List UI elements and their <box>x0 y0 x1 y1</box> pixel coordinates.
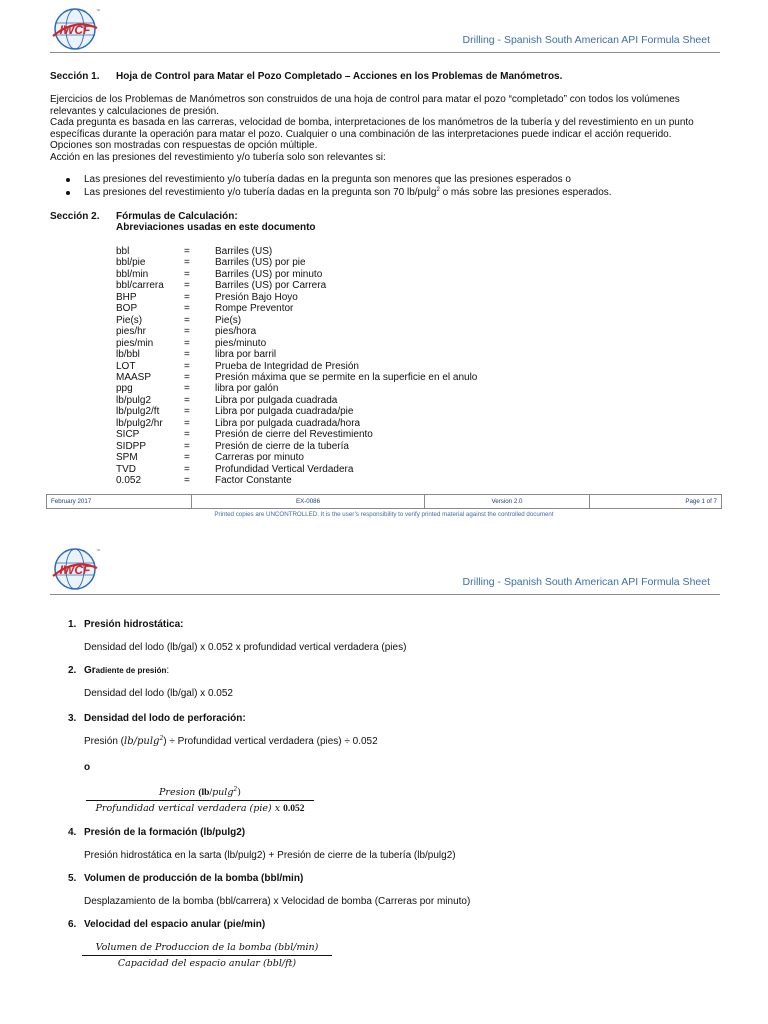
formula-1-body: Densidad del lodo (lb/gal) x 0.052 x profundidad vertical verdadera (pies) <box>84 642 407 653</box>
fraction-numerator: Presion (lb/pulg$^2$) <box>159 786 241 798</box>
abbreviation-term: SICP <box>116 429 140 441</box>
abbreviation-row <box>116 326 477 337</box>
bullet-item: Las presiones del revestimiento y/o tubería dadas en la pregunta son 70 lb/pulg$^2$ o más sobre las presiones esperados. <box>66 187 726 200</box>
formula-3-or: o <box>84 762 91 773</box>
abbreviation-row <box>116 361 477 372</box>
formula-6-title: 6. Velocidad del espacio anular (pie/min) <box>68 919 266 930</box>
abbreviation-term: bbl/min <box>116 268 149 280</box>
equals-sign: = <box>184 257 190 269</box>
abbreviation-definition: Factor Constante <box>215 475 292 487</box>
equals-sign: = <box>184 349 190 361</box>
formula-5-body: Desplazamiento de la bomba (bbl/carrera) x Velocidad de bomba (Carreras por minuto) <box>84 896 471 907</box>
abbreviation-definition: Presión de cierre del Revestimiento <box>215 429 373 441</box>
section-1-bullets <box>66 174 726 199</box>
abbreviation-row <box>116 269 477 280</box>
abbreviation-definition: pies/hora <box>215 326 257 338</box>
abbreviation-row <box>116 418 477 429</box>
abbreviation-term: Pie(s) <box>116 314 143 326</box>
paragraph-line: específicas durante la operación para matar el pozo. Cualquier o una combinación de las interpretaciones puede indicar el acción requerido. <box>50 128 672 140</box>
abbreviation-row <box>116 406 477 417</box>
fraction-denominator: Profundidad vertical verdadera (pie) x 0.052 <box>95 803 305 814</box>
abbreviation-definition: Libra por pulgada cuadrada/hora <box>215 417 361 429</box>
abbreviation-definition: Barriles (US) <box>215 246 273 257</box>
abbreviation-definition: Prueba de Integridad de Presión <box>215 360 359 372</box>
abbreviation-row <box>116 303 477 314</box>
abbreviation-term: bbl/pie <box>116 257 146 269</box>
paragraph-line: Cada pregunta es basada en las carreras, velocidad de bomba, interpretaciones de los manómetros de la tubería y del revestimiento en un punto <box>50 117 694 129</box>
abbreviation-row <box>116 246 477 257</box>
paragraph-line: Opciones son mostradas con respuestas de opción múltiple. <box>50 140 318 152</box>
paragraph-line: Ejercicios de los Problemas de Manómetros son construidos de una hoja de control para matar el pozo “completado” con todos los volúmenes <box>50 94 680 105</box>
fraction-bar <box>82 955 332 956</box>
abbreviation-row <box>116 452 477 463</box>
bullet-dot-icon <box>66 178 70 182</box>
header-divider <box>50 594 720 595</box>
equals-sign: = <box>184 303 190 315</box>
footer-page: Page 1 of 7 <box>685 498 717 505</box>
abbreviation-term: bbl/carrera <box>116 280 164 292</box>
equals-sign: = <box>184 314 190 326</box>
paragraph-line: Acción en las presiones del revestimiento y/o tubería solo son relevantes si: <box>50 151 386 163</box>
abbreviation-row <box>116 475 477 486</box>
abbreviation-definition: Rompe Preventor <box>215 303 294 315</box>
equals-sign: = <box>184 463 190 475</box>
formula-4-body: Presión hidrostática en la sarta (lb/pulg2) + Presión de cierre de la tubería (lb/pulg2) <box>84 850 456 861</box>
svg-text:IWCF: IWCF <box>59 563 91 577</box>
paragraph-line: relevantes y calculaciones de presión. <box>50 105 219 117</box>
formula-6-fraction <box>82 942 332 969</box>
abbreviation-definition: Profundidad Vertical Verdadera <box>215 463 354 475</box>
section-2-subtitle: Abreviaciones usadas en este documento <box>116 222 316 233</box>
abbreviation-term: bbl <box>116 246 130 257</box>
page-footer <box>46 494 722 509</box>
formula-1-title: 1. Presión hidrostática: <box>68 619 184 630</box>
abbreviation-definition: Presión máxima que se permite en la superficie en el anulo <box>215 371 478 383</box>
abbreviation-row <box>116 441 477 452</box>
abbreviation-row <box>116 338 477 349</box>
abbreviation-term: SIDPP <box>116 440 147 452</box>
iwcf-logo <box>50 6 100 56</box>
abbreviation-term: ppg <box>116 383 133 395</box>
footer-date: February 2017 <box>47 495 192 508</box>
fraction-denominator: Capacidad del espacio anular (bbl/ft) <box>117 958 297 969</box>
equals-sign: = <box>184 440 190 452</box>
abbreviation-term: lb/pulg2/hr <box>116 417 163 429</box>
abbreviation-term: MAASP <box>116 371 152 383</box>
footer-version: Version 2.0 <box>425 495 590 508</box>
equals-sign: = <box>184 326 190 338</box>
abbreviation-row <box>116 292 477 303</box>
abbreviation-definition: Presión de cierre de la tubería <box>215 440 349 452</box>
section-1-heading <box>50 71 562 82</box>
formula-3-title: 3. Densidad del lodo de perforación: <box>68 713 246 724</box>
formula-4-title: 4. Presión de la formación (lb/pulg2) <box>68 827 246 838</box>
abbreviation-definition: pies/minuto <box>215 337 267 349</box>
abbreviation-row <box>116 395 477 406</box>
footer-note: Printed copies are UNCONTROLLED. It is the user’s responsibility to verify printed material against the controlled document <box>214 511 554 518</box>
equals-sign: = <box>184 360 190 372</box>
abbreviation-row <box>116 383 477 394</box>
abbreviation-row <box>116 315 477 326</box>
document-title: Drilling - Spanish South American API Formula Sheet <box>462 576 710 588</box>
abbreviation-definition: libra por barril <box>215 349 277 361</box>
abbreviation-term: SPM <box>116 452 138 464</box>
equals-sign: = <box>184 406 190 418</box>
formula-3-fraction <box>86 787 314 814</box>
equals-sign: = <box>184 268 190 280</box>
abbreviation-definition: Presión Bajo Hoyo <box>215 291 298 303</box>
equals-sign: = <box>184 429 190 441</box>
equals-sign: = <box>184 475 190 487</box>
page-two <box>0 540 768 1024</box>
equals-sign: = <box>184 337 190 349</box>
abbreviation-term: BHP <box>116 291 137 303</box>
abbreviation-row <box>116 464 477 475</box>
document-title: Drilling - Spanish South American API Formula Sheet <box>462 34 710 46</box>
svg-text:™: ™ <box>96 8 100 13</box>
equals-sign: = <box>184 280 190 292</box>
abbreviation-term: LOT <box>116 360 136 372</box>
equals-sign: = <box>184 394 190 406</box>
formula-2-title: 2. Gradiente de presión: <box>68 665 170 676</box>
iwcf-logo <box>50 546 100 596</box>
abbreviation-definition: Libra por pulgada cuadrada <box>215 394 338 406</box>
abbreviation-definition: libra por galón <box>215 383 279 395</box>
equals-sign: = <box>184 291 190 303</box>
abbreviation-row <box>116 349 477 360</box>
abbreviation-term: lb/pulg2 <box>116 394 152 406</box>
fraction-numerator: Volumen de Produccion de la bomba (bbl/min) <box>95 942 319 953</box>
section-1-paragraph <box>50 94 720 164</box>
footer-code: EX-0086 <box>192 495 425 508</box>
fraction-bar <box>86 800 314 801</box>
section-2-number: Sección 2. <box>50 211 100 222</box>
abbreviation-row <box>116 257 477 268</box>
abbreviation-definition: Barriles (US) por minuto <box>215 268 323 280</box>
equals-sign: = <box>184 371 190 383</box>
abbreviation-term: pies/hr <box>116 326 147 338</box>
abbreviation-term: BOP <box>116 303 138 315</box>
formula-5-title: 5. Volumen de producción de la bomba (bbl/min) <box>68 873 304 884</box>
abbreviation-row <box>116 280 477 291</box>
header-divider <box>50 52 720 53</box>
abbreviation-term: pies/min <box>116 337 154 349</box>
bullet-item: Las presiones del revestimiento y/o tubería dadas en la pregunta son menores que las presiones esperados o <box>66 174 726 187</box>
section-1-number: Sección 1. <box>50 71 100 82</box>
abbreviation-term: lb/pulg2/ft <box>116 406 160 418</box>
section-2-heading <box>50 211 238 222</box>
equals-sign: = <box>184 383 190 395</box>
section-1-title: Hoja de Control para Matar el Pozo Completado – Acciones en los Problemas de Manómetros. <box>116 71 563 82</box>
abbreviation-term: 0.052 <box>116 475 142 487</box>
abbreviation-definition: Pie(s) <box>215 314 242 326</box>
abbreviation-term: TVD <box>116 463 136 475</box>
abbreviations-table <box>116 246 477 487</box>
svg-text:™: ™ <box>96 548 100 553</box>
abbreviation-definition: Libra por pulgada cuadrada/pie <box>215 406 354 418</box>
abbreviation-row <box>116 372 477 383</box>
equals-sign: = <box>184 452 190 464</box>
equals-sign: = <box>184 417 190 429</box>
bullet-dot-icon <box>66 191 70 195</box>
formula-2-body: Densidad del lodo (lb/gal) x 0.052 <box>84 688 233 699</box>
abbreviation-row <box>116 429 477 440</box>
abbreviation-definition: Barriles (US) por pie <box>215 257 306 269</box>
abbreviation-term: lb/bbl <box>116 349 140 361</box>
abbreviation-definition: Carreras por minuto <box>215 452 304 464</box>
equals-sign: = <box>184 246 190 257</box>
formula-3-body: Presión (lb/pulg$^2$) ÷ Profundidad vertical verdadera (pies) ÷ 0.052 <box>84 735 378 747</box>
svg-text:IWCF: IWCF <box>59 23 91 37</box>
section-2-title: Fórmulas de Calculación: <box>116 211 238 222</box>
abbreviation-definition: Barriles (US) por Carrera <box>215 280 327 292</box>
